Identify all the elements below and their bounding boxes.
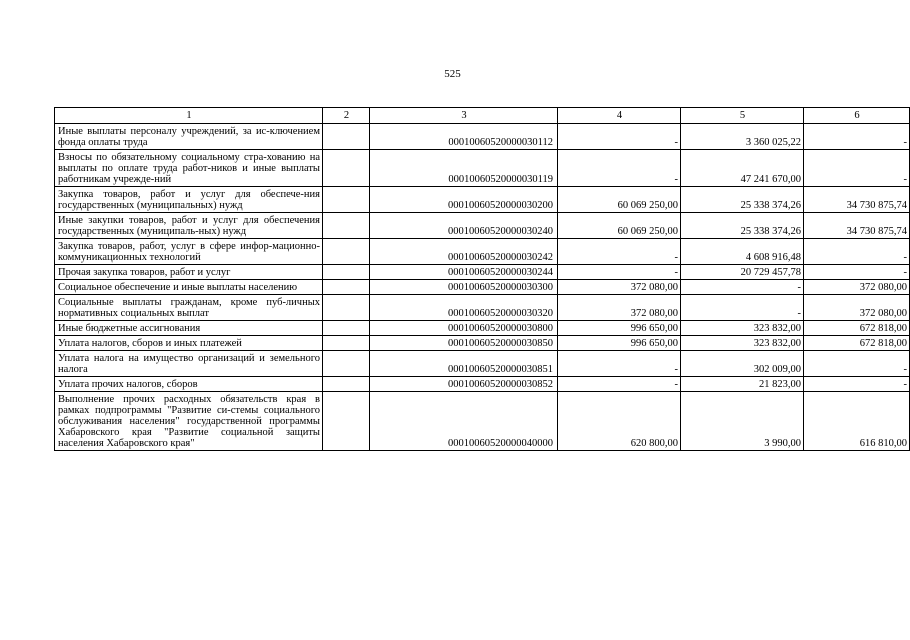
row-value-5: 20 729 457,78 bbox=[681, 265, 804, 280]
row-col2 bbox=[323, 124, 370, 150]
row-value-6: 672 818,00 bbox=[804, 336, 910, 351]
table-row bbox=[55, 150, 910, 187]
row-col2 bbox=[323, 280, 370, 295]
row-code: 00010060520000030852 bbox=[370, 377, 558, 392]
row-col2 bbox=[323, 213, 370, 239]
row-value-6: 372 080,00 bbox=[804, 295, 910, 321]
row-code: 00010060520000040000 bbox=[370, 392, 558, 451]
row-col2 bbox=[323, 351, 370, 377]
table-header-row bbox=[55, 108, 910, 124]
row-value-6: - bbox=[804, 150, 910, 187]
row-value-6: 672 818,00 bbox=[804, 321, 910, 336]
row-name: Социальные выплаты гражданам, кроме пуб-личных нормативных социальных выплат bbox=[55, 295, 323, 321]
row-col2 bbox=[323, 336, 370, 351]
row-value-6: 372 080,00 bbox=[804, 280, 910, 295]
row-value-4: 372 080,00 bbox=[558, 295, 681, 321]
row-col2 bbox=[323, 392, 370, 451]
row-col2 bbox=[323, 377, 370, 392]
table-row bbox=[55, 187, 910, 213]
column-header-3: 3 bbox=[370, 108, 558, 124]
row-name: Закупка товаров, работ, услуг в сфере инфор-мационно-коммуникационных технологий bbox=[55, 239, 323, 265]
row-value-5: 21 823,00 bbox=[681, 377, 804, 392]
row-name: Социальное обеспечение и иные выплаты населению bbox=[55, 280, 323, 295]
row-value-4: 620 800,00 bbox=[558, 392, 681, 451]
column-header-1: 1 bbox=[55, 108, 323, 124]
row-value-5: 323 832,00 bbox=[681, 321, 804, 336]
column-header-2: 2 bbox=[323, 108, 370, 124]
row-name: Иные бюджетные ассигнования bbox=[55, 321, 323, 336]
row-col2 bbox=[323, 239, 370, 265]
row-name: Иные выплаты персоналу учреждений, за ис-ключением фонда оплаты труда bbox=[55, 124, 323, 150]
table-row bbox=[55, 124, 910, 150]
row-value-5: 302 009,00 bbox=[681, 351, 804, 377]
row-value-4: 60 069 250,00 bbox=[558, 213, 681, 239]
row-value-6: 34 730 875,74 bbox=[804, 213, 910, 239]
row-name: Иные закупки товаров, работ и услуг для обеспечения государственных (муниципаль-ных) нужд bbox=[55, 213, 323, 239]
table-row bbox=[55, 213, 910, 239]
table-row bbox=[55, 336, 910, 351]
row-code: 00010060520000030800 bbox=[370, 321, 558, 336]
table-row bbox=[55, 321, 910, 336]
row-value-5: 25 338 374,26 bbox=[681, 187, 804, 213]
row-value-4: 60 069 250,00 bbox=[558, 187, 681, 213]
row-name: Взносы по обязательному социальному стра-хованию на выплаты по оплате труда работ-ников и иные выплаты работникам учрежде-ний bbox=[55, 150, 323, 187]
row-name: Уплата прочих налогов, сборов bbox=[55, 377, 323, 392]
row-value-4: - bbox=[558, 351, 681, 377]
row-code: 00010060520000030244 bbox=[370, 265, 558, 280]
row-code: 00010060520000030300 bbox=[370, 280, 558, 295]
row-code: 00010060520000030112 bbox=[370, 124, 558, 150]
row-name: Уплата налогов, сборов и иных платежей bbox=[55, 336, 323, 351]
table-row bbox=[55, 392, 910, 451]
row-value-5: 3 360 025,22 bbox=[681, 124, 804, 150]
column-header-6: 6 bbox=[804, 108, 910, 124]
row-code: 00010060520000030200 bbox=[370, 187, 558, 213]
row-value-5: - bbox=[681, 295, 804, 321]
row-value-4: - bbox=[558, 150, 681, 187]
column-header-4: 4 bbox=[558, 108, 681, 124]
row-value-4: - bbox=[558, 239, 681, 265]
row-value-5: 323 832,00 bbox=[681, 336, 804, 351]
row-value-6: 616 810,00 bbox=[804, 392, 910, 451]
row-code: 00010060520000030119 bbox=[370, 150, 558, 187]
row-name: Уплата налога на имущество организаций и земельного налога bbox=[55, 351, 323, 377]
row-value-5: 4 608 916,48 bbox=[681, 239, 804, 265]
page-number: 525 bbox=[444, 68, 461, 80]
row-value-6: - bbox=[804, 377, 910, 392]
row-value-6: - bbox=[804, 351, 910, 377]
table-row bbox=[55, 351, 910, 377]
table-row bbox=[55, 280, 910, 295]
budget-table bbox=[54, 107, 910, 451]
row-col2 bbox=[323, 187, 370, 213]
row-code: 00010060520000030320 bbox=[370, 295, 558, 321]
row-value-5: 47 241 670,00 bbox=[681, 150, 804, 187]
column-header-5: 5 bbox=[681, 108, 804, 124]
row-code: 00010060520000030240 bbox=[370, 213, 558, 239]
row-value-4: - bbox=[558, 377, 681, 392]
row-value-6: - bbox=[804, 265, 910, 280]
row-value-4: - bbox=[558, 265, 681, 280]
row-value-6: - bbox=[804, 124, 910, 150]
row-col2 bbox=[323, 295, 370, 321]
row-value-5: 25 338 374,26 bbox=[681, 213, 804, 239]
row-value-5: 3 990,00 bbox=[681, 392, 804, 451]
row-col2 bbox=[323, 265, 370, 280]
table-row bbox=[55, 377, 910, 392]
row-code: 00010060520000030850 bbox=[370, 336, 558, 351]
row-value-6: 34 730 875,74 bbox=[804, 187, 910, 213]
row-value-4: 996 650,00 bbox=[558, 336, 681, 351]
table-row bbox=[55, 239, 910, 265]
row-name: Прочая закупка товаров, работ и услуг bbox=[55, 265, 323, 280]
row-value-4: 996 650,00 bbox=[558, 321, 681, 336]
row-value-6: - bbox=[804, 239, 910, 265]
table-row bbox=[55, 265, 910, 280]
row-col2 bbox=[323, 150, 370, 187]
row-value-5: - bbox=[681, 280, 804, 295]
row-name: Закупка товаров, работ и услуг для обеспече-ния государственных (муниципальных) нужд bbox=[55, 187, 323, 213]
row-name: Выполнение прочих расходных обязательств края в рамках подпрограммы "Развитие си-стемы социального обслуживания населения" государственной программы Хабаровского края "Развитие социальной защиты населения Хабаровского края" bbox=[55, 392, 323, 451]
row-value-4: 372 080,00 bbox=[558, 280, 681, 295]
row-value-4: - bbox=[558, 124, 681, 150]
row-col2 bbox=[323, 321, 370, 336]
row-code: 00010060520000030851 bbox=[370, 351, 558, 377]
table-row bbox=[55, 295, 910, 321]
row-code: 00010060520000030242 bbox=[370, 239, 558, 265]
